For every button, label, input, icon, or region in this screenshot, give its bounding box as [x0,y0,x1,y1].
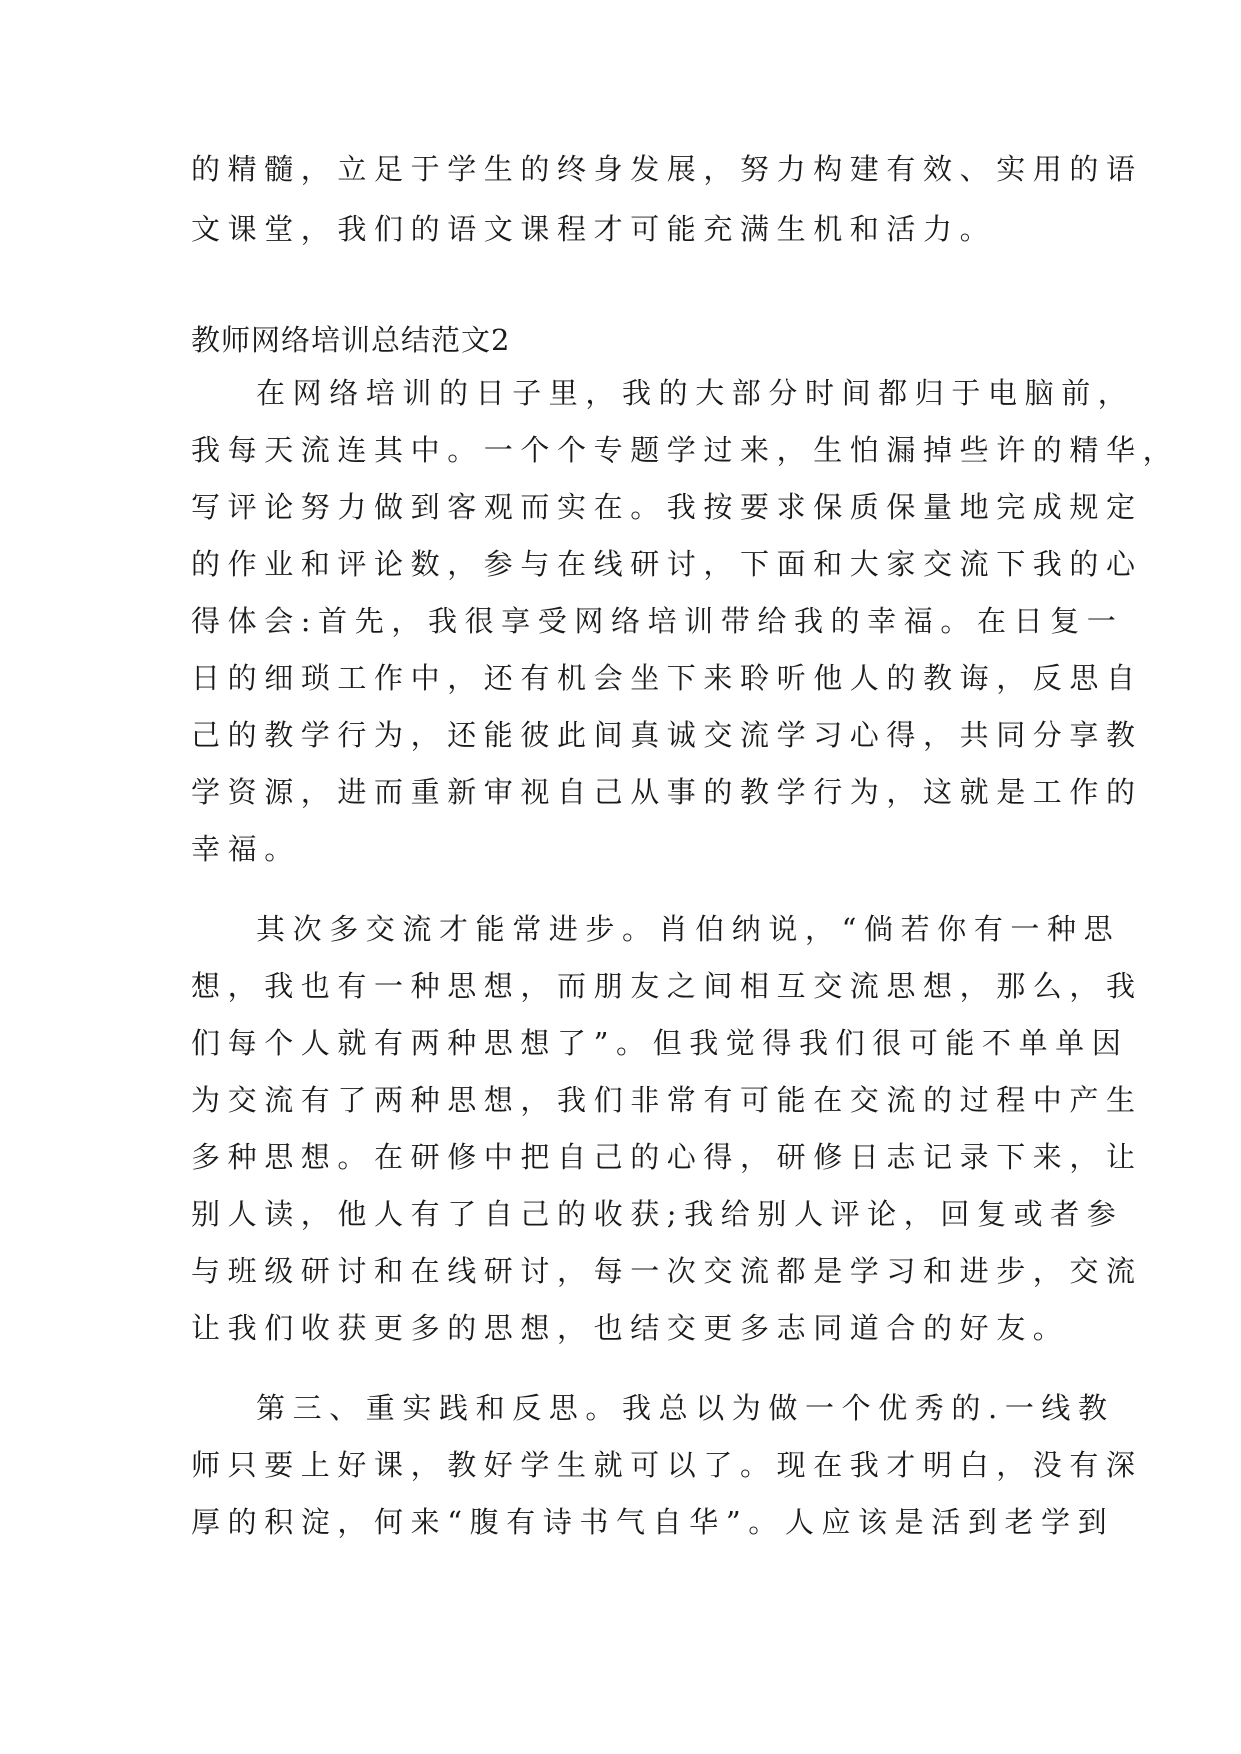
text-line: 第三、重实践和反思。我总以为做一个优秀的.一线教 [256,1391,1115,1425]
text-line: 我每天流连其中。一个个专题学过来，生怕漏掉些许的精华， [191,433,1180,467]
text-line: 师只要上好课，教好学生就可以了。现在我才明白，没有深 [191,1448,1143,1482]
text-line: 文课堂，我们的语文课程才可能充满生机和活力。 [191,212,997,246]
text-line: 幸福。 [191,832,301,866]
text-line: 多种思想。在研修中把自己的心得，研修日志记录下来，让 [191,1140,1143,1174]
text-line: 日的细琐工作中，还有机会坐下来聆听他人的教诲，反思自 [191,661,1143,695]
text-line: 别人读，他人有了自己的收获;我给别人评论，回复或者参 [191,1197,1124,1231]
text-line: 其次多交流才能常进步。肖伯纳说，“倘若你有一种思 [256,912,1121,946]
text-line: 得体会:首先，我很享受网络培训带给我的幸福。在日复一 [191,604,1124,638]
text-line: 厚的积淀，何来“腹有诗书气自华”。人应该是活到老学到 [191,1505,1115,1539]
text-line: 为交流有了两种思想，我们非常有可能在交流的过程中产生 [191,1083,1143,1117]
text-line: 学资源，进而重新审视自己从事的教学行为，这就是工作的 [191,775,1143,809]
text-line: 己的教学行为，还能彼此间真诚交流学习心得，共同分享教 [191,718,1143,752]
text-line: 的精髓，立足于学生的终身发展，努力构建有效、实用的语 [191,152,1143,186]
section-heading: 教师网络培训总结范文2 [191,323,511,357]
text-line: 让我们收获更多的思想，也结交更多志同道合的好友。 [191,1311,1070,1345]
text-line: 写评论努力做到客观而实在。我按要求保质保量地完成规定 [191,490,1143,524]
text-line: 的作业和评论数，参与在线研讨，下面和大家交流下我的心 [191,547,1143,581]
text-line: 们每个人就有两种思想了”。但我觉得我们很可能不单单因 [191,1026,1129,1060]
text-line: 与班级研讨和在线研讨，每一次交流都是学习和进步，交流 [191,1254,1143,1288]
text-line: 想，我也有一种思想，而朋友之间相互交流思想，那么，我 [191,969,1143,1003]
text-line: 在网络培训的日子里，我的大部分时间都归于电脑前， [256,376,1135,410]
